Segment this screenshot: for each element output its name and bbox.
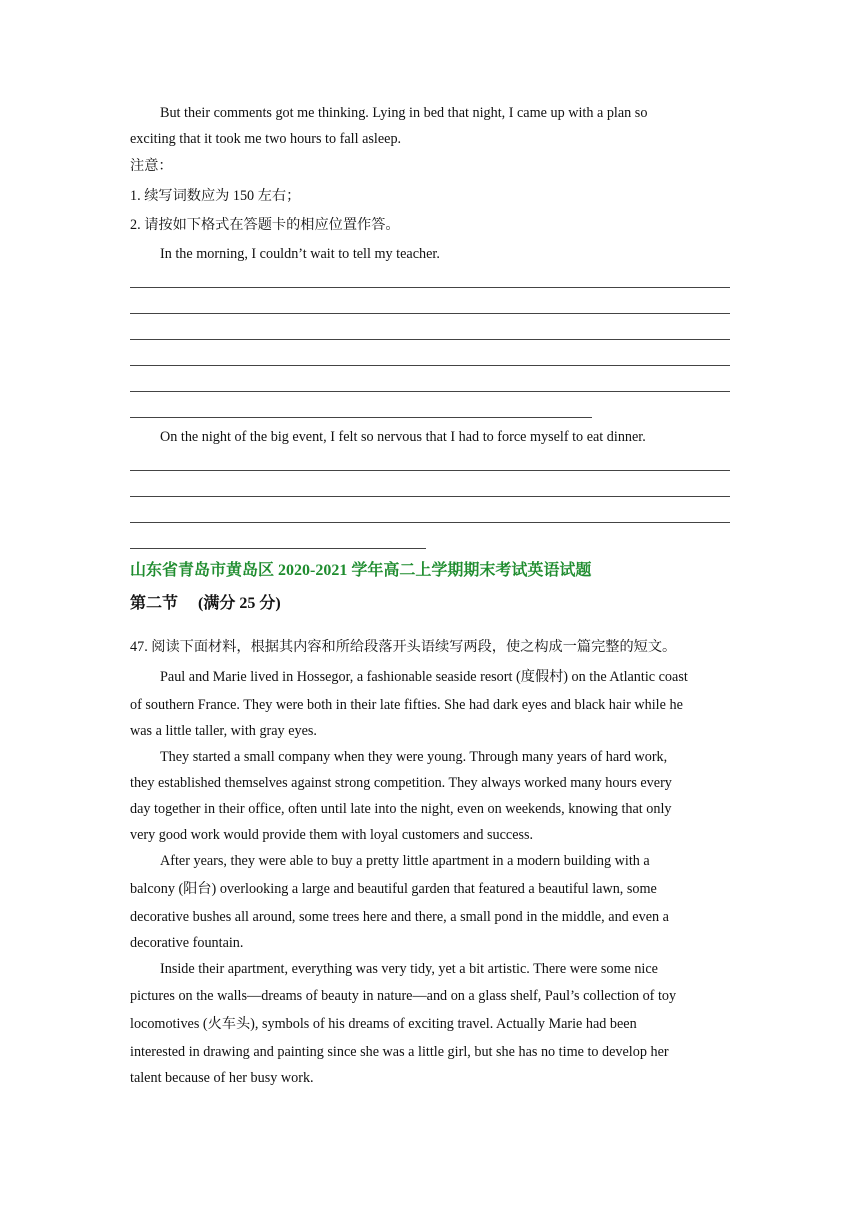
passage-line: talent because of her busy work.: [130, 1070, 314, 1086]
source-heading: 山东省青岛市黄岛区 2020-2021 学年高二上学期期末考试英语试题: [130, 562, 592, 579]
answer-line: [130, 548, 426, 549]
section-name: 第二节: [130, 595, 179, 612]
answer-line: [130, 470, 730, 471]
passage-line: Paul and Marie lived in Hossegor, a fashionable seaside resort (度假村) on the Atlantic coast: [160, 669, 688, 685]
passage-line: of southern France. They were both in their late fifties. She had dark eyes and black hair while he: [130, 697, 683, 713]
passage-line: pictures on the walls—dreams of beauty in nature—and on a glass shelf, Paul’s collection of toy: [130, 988, 677, 1004]
section-title: [130, 594, 281, 614]
passage-line: day together in their office, often until late into the night, even on weekends, knowing that only: [130, 801, 672, 817]
answer-line: [130, 417, 592, 418]
passage-line: Inside their apartment, everything was very tidy, yet a bit artistic. There were some nice: [160, 961, 658, 977]
answer-line: [130, 365, 730, 366]
passage-line: decorative fountain.: [130, 935, 244, 951]
question-instruction: 47. 阅读下面材料，根据其内容和所给段落开头语续写两段，使之构成一篇完整的短文。: [130, 639, 677, 655]
passage-line: was a little taller, with gray eyes.: [130, 723, 317, 739]
passage-line: locomotives (火车头), symbols of his dreams of exciting travel. Actually Marie had been: [130, 1016, 637, 1032]
answer-line: [130, 522, 730, 523]
answer-line: [130, 313, 730, 314]
section-score: (满分 25 分): [198, 595, 281, 612]
writing-prompt: On the night of the big event, I felt so nervous that I had to force myself to eat dinner.: [160, 429, 646, 445]
note-label: 注意：: [130, 158, 173, 174]
answer-line: [130, 339, 730, 340]
note-item: 1. 续写词数应为 150 左右；: [130, 188, 301, 204]
passage-line: they established themselves against strong competition. They always worked many hours every: [130, 775, 672, 791]
passage-line: But their comments got me thinking. Lying in bed that night, I came up with a plan so: [160, 105, 648, 121]
passage-line: very good work would provide them with loyal customers and success.: [130, 827, 534, 843]
passage-line: decorative bushes all around, some trees here and there, a small pond in the middle, and even a: [130, 909, 669, 925]
passage-line: They started a small company when they were young. Through many years of hard work,: [160, 749, 668, 765]
answer-line: [130, 287, 730, 288]
answer-line: [130, 391, 730, 392]
note-item: 2. 请按如下格式在答题卡的相应位置作答。: [130, 217, 400, 233]
passage-line: balcony (阳台) overlooking a large and beautiful garden that featured a beautiful lawn, some: [130, 881, 657, 897]
writing-prompt: In the morning, I couldn’t wait to tell my teacher.: [160, 246, 440, 262]
answer-line: [130, 496, 730, 497]
passage-line: exciting that it took me two hours to fall asleep.: [130, 131, 402, 147]
passage-line: After years, they were able to buy a pretty little apartment in a modern building with a: [160, 853, 650, 869]
passage-line: interested in drawing and painting since she was a little girl, but she has no time to develop her: [130, 1044, 669, 1060]
